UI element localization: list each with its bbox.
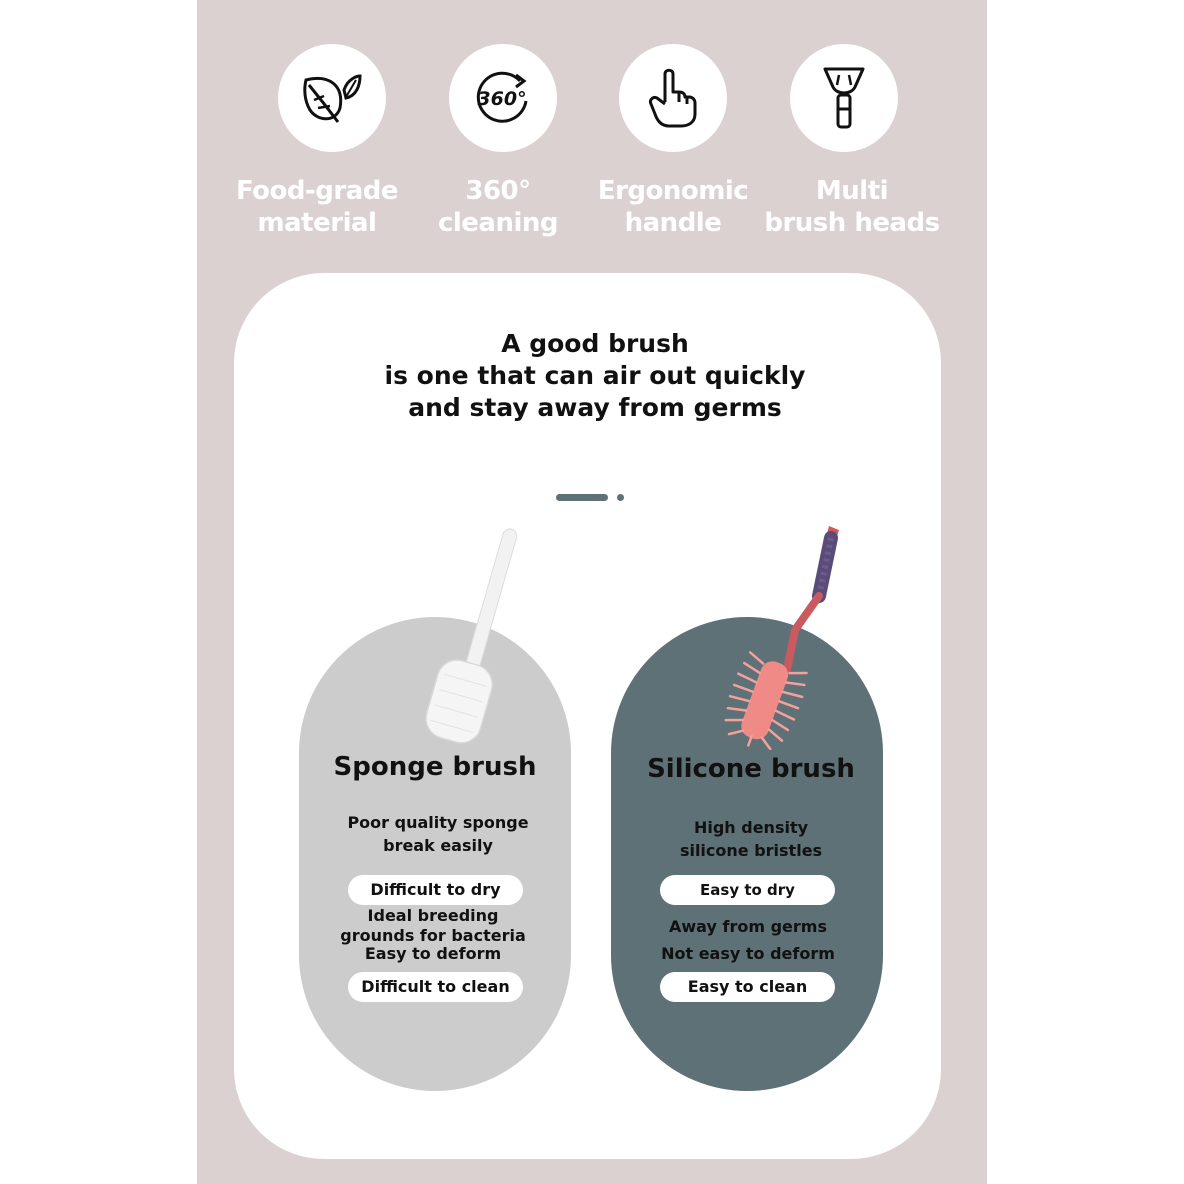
brush-head-icon [819, 65, 869, 131]
pager-dot[interactable] [617, 494, 624, 501]
sponge-tag-difficult-to-dry: Difficult to dry [348, 875, 523, 905]
silicone-tag-easy-to-dry: Easy to dry [660, 875, 835, 905]
sponge-brush-image [395, 498, 535, 748]
feature-label-food-grade: Food-grade material [235, 176, 399, 238]
feature-label-ergonomic-handle: Ergonomic handle [597, 176, 749, 238]
feature-label-360-cleaning: 360° cleaning [437, 176, 559, 238]
silicone-brush-image [715, 520, 855, 750]
sponge-tag-difficult-to-clean: Difficult to clean [348, 972, 523, 1002]
feature-ergonomic-handle [619, 44, 727, 152]
headline-line-1: A good brush [501, 329, 689, 358]
headline [234, 328, 956, 424]
feature-360-cleaning [449, 44, 557, 152]
feature-food-grade [278, 44, 386, 152]
rotate-360-badge: 360° [477, 88, 527, 110]
pointing-hand-icon [643, 66, 703, 130]
sponge-brush-title: Sponge brush [333, 752, 537, 782]
feature-label-multi-brush-heads: Multi brush heads [764, 176, 940, 238]
headline-line-3: and stay away from germs [408, 393, 782, 422]
headline-line-2: is one that can air out quickly [384, 361, 806, 390]
feature-multi-brush-heads [790, 44, 898, 152]
sponge-brush-drawbacks: Ideal breeding grounds for bacteria Easy to deform [340, 906, 526, 963]
rotate-360-icon [468, 63, 538, 133]
leaf-icon [300, 66, 364, 130]
sponge-brush-description: Poor quality sponge break easily [347, 813, 529, 855]
silicone-brush-title: Silicone brush [647, 754, 855, 784]
pager-dot-active[interactable] [556, 494, 608, 501]
silicone-brush-description: High density silicone bristles [679, 818, 823, 860]
silicone-tag-easy-to-clean: Easy to clean [660, 972, 835, 1002]
silicone-brush-benefits: Away from germs Not easy to deform [661, 917, 835, 963]
